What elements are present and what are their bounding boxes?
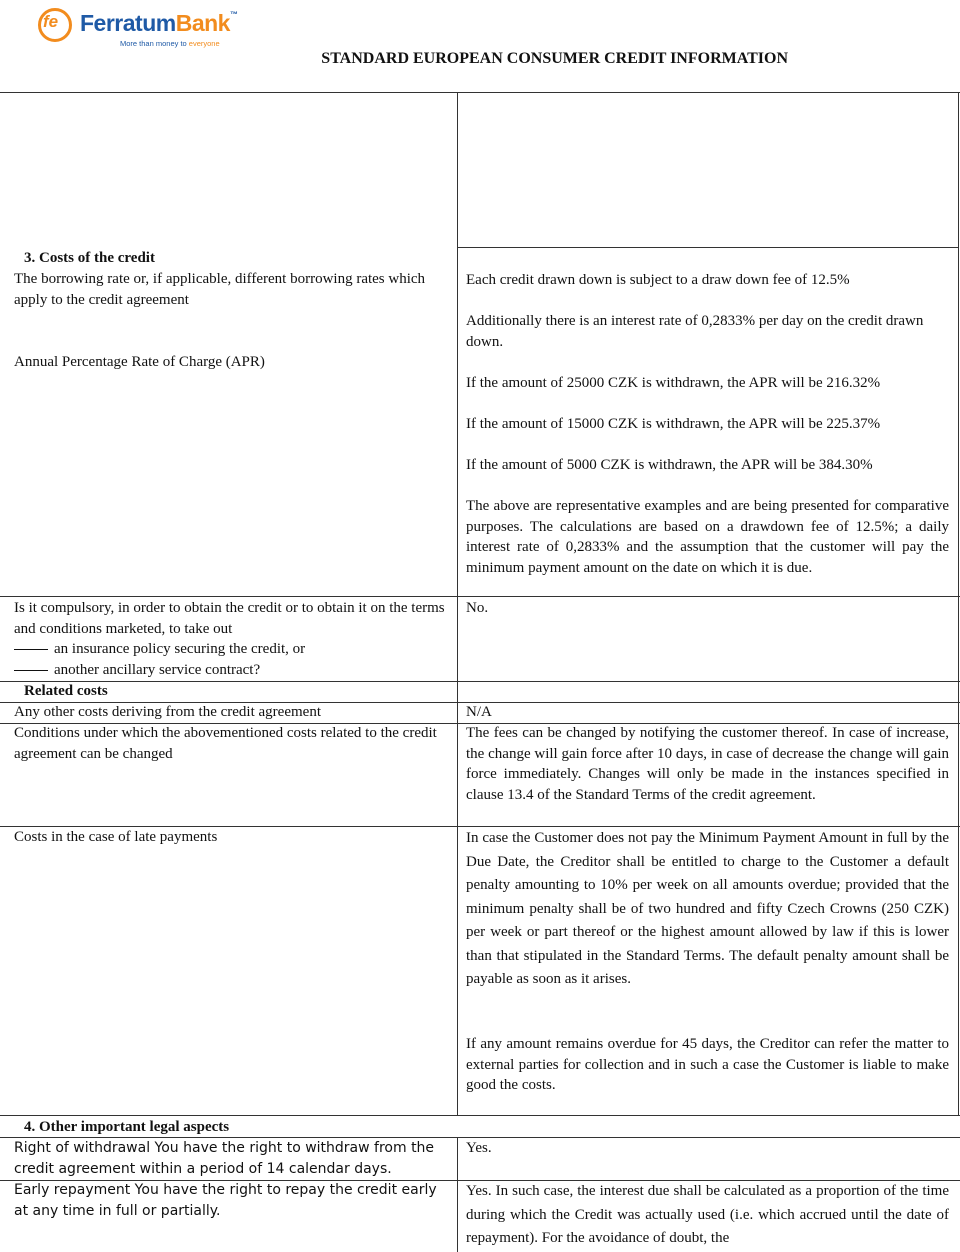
insurance-question: Is it compulsory, in order to obtain the credit or to obtain it on the terms and conditions marketed, to take out xyxy=(14,600,445,637)
row-divider xyxy=(0,681,960,682)
apr-example-2: If the amount of 15000 CZK is withdrawn, the APR will be 225.37% xyxy=(466,416,881,432)
section-4-heading: 4. Other important legal aspects xyxy=(24,1119,230,1135)
table-right-border xyxy=(958,92,959,1115)
logo-tagline: More than money to everyone xyxy=(120,39,220,48)
apr-example-1: If the amount of 25000 CZK is withdrawn, the APR will be 216.32% xyxy=(466,375,881,391)
section-3-heading: 3. Costs of the credit xyxy=(24,250,155,266)
withdrawal-value: Yes. xyxy=(466,1140,492,1156)
dash-bullet xyxy=(14,670,48,671)
row-divider xyxy=(0,596,960,597)
insurance-answer: No. xyxy=(466,600,489,616)
early-repayment-value: Yes. In such case, the interest due shall be calculated as a proportion of the time during which the Credit was actually used (i.e. which accrued until the date of repayment). For the avoidance of doubt, the xyxy=(466,1183,949,1246)
dash-bullet xyxy=(14,649,48,650)
row-divider xyxy=(457,247,959,248)
late-payments-label: Costs in the case of late payments xyxy=(14,829,218,845)
overdue-value: If any amount remains overdue for 45 days, the Creditor can refer the matter to external parties for collection and in such a case the Customer is liable to make good the costs. xyxy=(466,1036,949,1093)
apr-example-3: If the amount of 5000 CZK is withdrawn, the APR will be 384.30% xyxy=(466,457,873,473)
ferratum-bank-logo xyxy=(38,8,238,52)
insurance-option-1: an insurance policy securing the credit, or xyxy=(14,639,446,660)
other-costs-label: Any other costs deriving from the credit agreement xyxy=(14,704,321,720)
related-costs-heading: Related costs xyxy=(24,683,108,699)
apr-label: Annual Percentage Rate of Charge (APR) xyxy=(14,354,265,370)
conditions-value: The fees can be changed by notifying the customer thereof. In case of increase, the change will gain force after 10 days, in case of decrease the change will gain force immediately. Changes will only be made in the instances specified in clause 13.4 of the Standard Terms of the credit agreement. xyxy=(466,725,949,803)
representative-note: The above are representative examples and are being presented for comparative purposes. The calculations are based on a drawdown fee of 12.5%; a daily interest rate of 0,2833% and the assumption that the customer will pay the minimum payment amount on the date on which it is due. xyxy=(466,498,949,576)
insurance-option-2: another ancillary service contract? xyxy=(14,660,446,681)
draw-fee-value: Each credit drawn down is subject to a draw down fee of 12.5% xyxy=(466,272,850,288)
withdrawal-label: Right of withdrawal You have the right to withdraw from the credit agreement within a period of 14 calendar days. xyxy=(14,1140,435,1177)
column-divider-upper xyxy=(457,92,458,1115)
other-costs-value: N/A xyxy=(466,704,492,720)
interest-rate-value: Additionally there is an interest rate of 0,2833% per day on the credit drawn down. xyxy=(466,313,924,350)
row-divider xyxy=(0,1115,960,1116)
column-divider-lower xyxy=(457,1137,458,1252)
fe-logo-mark: fe xyxy=(43,12,59,31)
document-title: STANDARD EUROPEAN CONSUMER CREDIT INFORMATION xyxy=(321,50,788,67)
early-repayment-label: Early repayment You have the right to repay the credit early at any time in full or partially. xyxy=(14,1182,437,1219)
late-payments-value: In case the Customer does not pay the Minimum Payment Amount in full by the Due Date, the Creditor shall be entitled to charge to the Customer a default penalty amounting to 10% per week on all amounts overdue; provided that the minimum penalty shall be of two hundred and fifty Czech Crowns (250 CZK) per week or part thereof or the highest amount allowed by law if this is lower than that stipulated in the Standard Terms. The default penalty amount shall be payable as soon as it arises. xyxy=(466,830,949,987)
logo-wordmark: FerratumBank™ xyxy=(80,10,238,36)
conditions-label: Conditions under which the abovementioned costs related to the credit agreement can be changed xyxy=(14,725,437,762)
borrowing-rate-label: The borrowing rate or, if applicable, different borrowing rates which apply to the credit agreement xyxy=(14,271,426,308)
table-top-border xyxy=(0,92,960,93)
